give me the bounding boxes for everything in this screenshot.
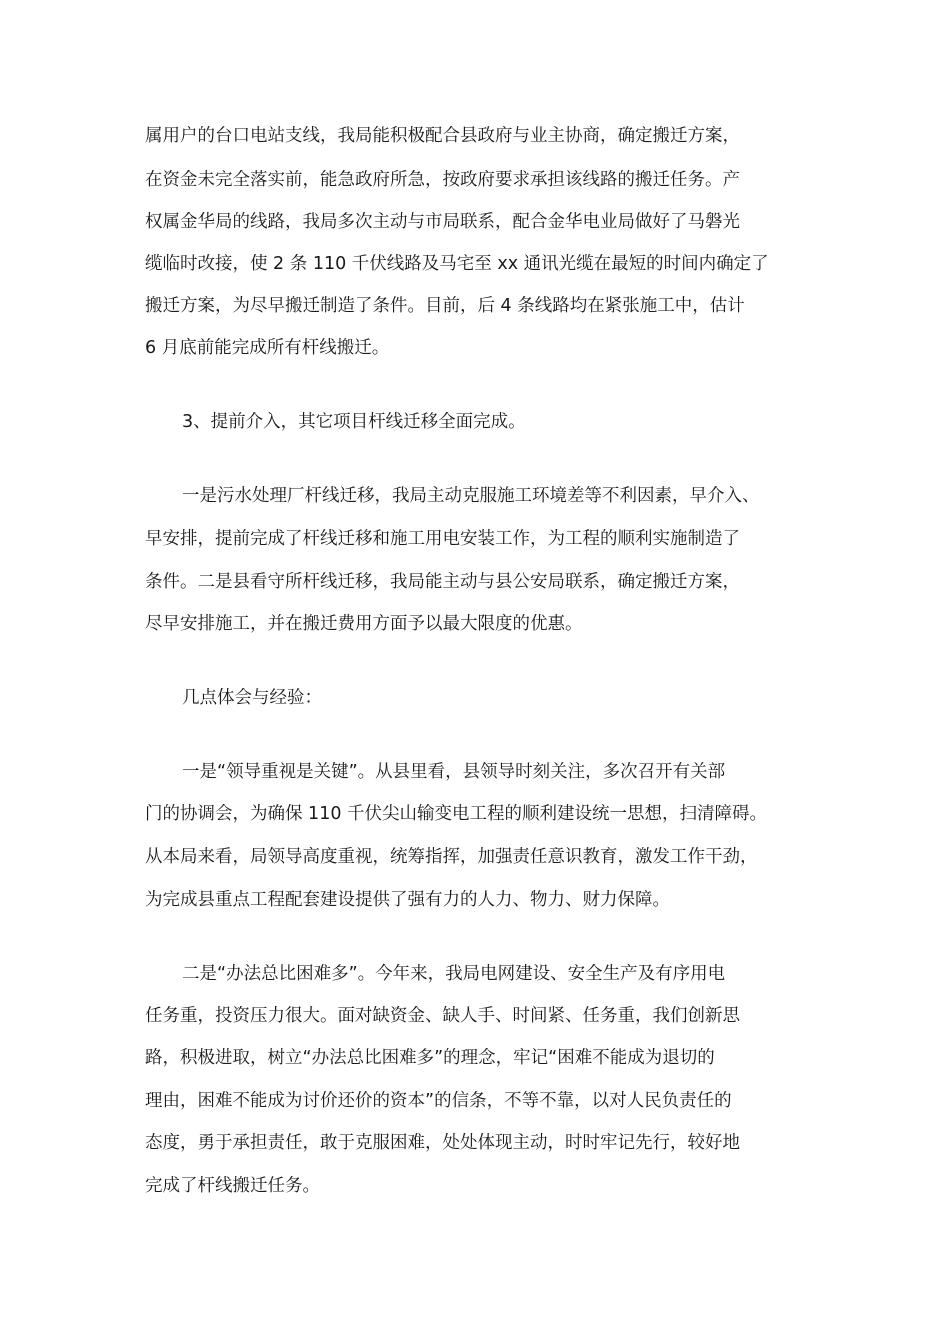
text-line: 从本局来看，局领导高度重视，统筹指挥，加强责任意识教育，激发工作干劲， bbox=[145, 847, 758, 867]
text-line: 缆临时改接，使 2 条 110 千伏线路及马宅至 xx 通讯光缆在最短的时间内确定了 bbox=[145, 254, 769, 274]
text-line: 6 月底前能完成所有杆线搬迁。 bbox=[145, 338, 390, 358]
text-line: 在资金未完全落实前，能急政府所急，按政府要求承担该线路的搬迁任务。产 bbox=[145, 170, 740, 190]
section-heading: 几点体会与经验： bbox=[182, 688, 322, 708]
text-line: 路，积极进取，树立“办法总比困难多”的理念，牢记“困难不能成为退切的 bbox=[145, 1048, 715, 1068]
text-line: 门的协调会，为确保 110 千伏尖山输变电工程的顺利建设统一思想，扫清障碍。 bbox=[145, 804, 768, 824]
text-line: 二是“办法总比困难多”。今年来，我局电网建设、安全生产及有序用电 bbox=[182, 964, 726, 984]
text-line: 尽早安排施工，并在搬迁费用方面予以最大限度的优惠。 bbox=[145, 614, 583, 634]
text-line: 为完成县重点工程配套建设提供了强有力的人力、物力、财力保障。 bbox=[145, 890, 670, 910]
text-line: 属用户的台口电站支线，我局能积极配合县政府与业主协商，确定搬迁方案， bbox=[145, 126, 740, 146]
text-line: 条件。二是县看守所杆线迁移，我局能主动与县公安局联系，确定搬迁方案， bbox=[145, 572, 740, 592]
text-line: 任务重，投资压力很大。面对缺资金、缺人手、时间紧、任务重，我们创新思 bbox=[145, 1006, 740, 1026]
text-line: 早安排，提前完成了杆线迁移和施工用电安装工作，为工程的顺利实施制造了 bbox=[145, 529, 740, 549]
text-line: 完成了杆线搬迁任务。 bbox=[145, 1176, 320, 1196]
text-line: 权属金华局的线路，我局多次主动与市局联系，配合金华电业局做好了马磐光 bbox=[145, 212, 740, 232]
text-line: 理由，困难不能成为讨价还价的资本”的信条，不等不靠，以对人民负责任的 bbox=[145, 1091, 732, 1111]
section-heading: 3、提前介入，其它项目杆线迁移全面完成。 bbox=[182, 412, 526, 432]
text-line: 一是“领导重视是关键”。从县里看，县领导时刻关注，多次召开有关部 bbox=[182, 762, 726, 782]
text-line: 搬迁方案，为尽早搬迁制造了条件。目前，后 4 条线路均在紧张施工中，估计 bbox=[145, 296, 745, 316]
text-line: 态度，勇于承担责任，敢于克服困难，处处体现主动，时时牢记先行，较好地 bbox=[145, 1133, 740, 1153]
text-line: 一是污水处理厂杆线迁移，我局主动克服施工环境差等不利因素，早介入、 bbox=[182, 486, 760, 506]
